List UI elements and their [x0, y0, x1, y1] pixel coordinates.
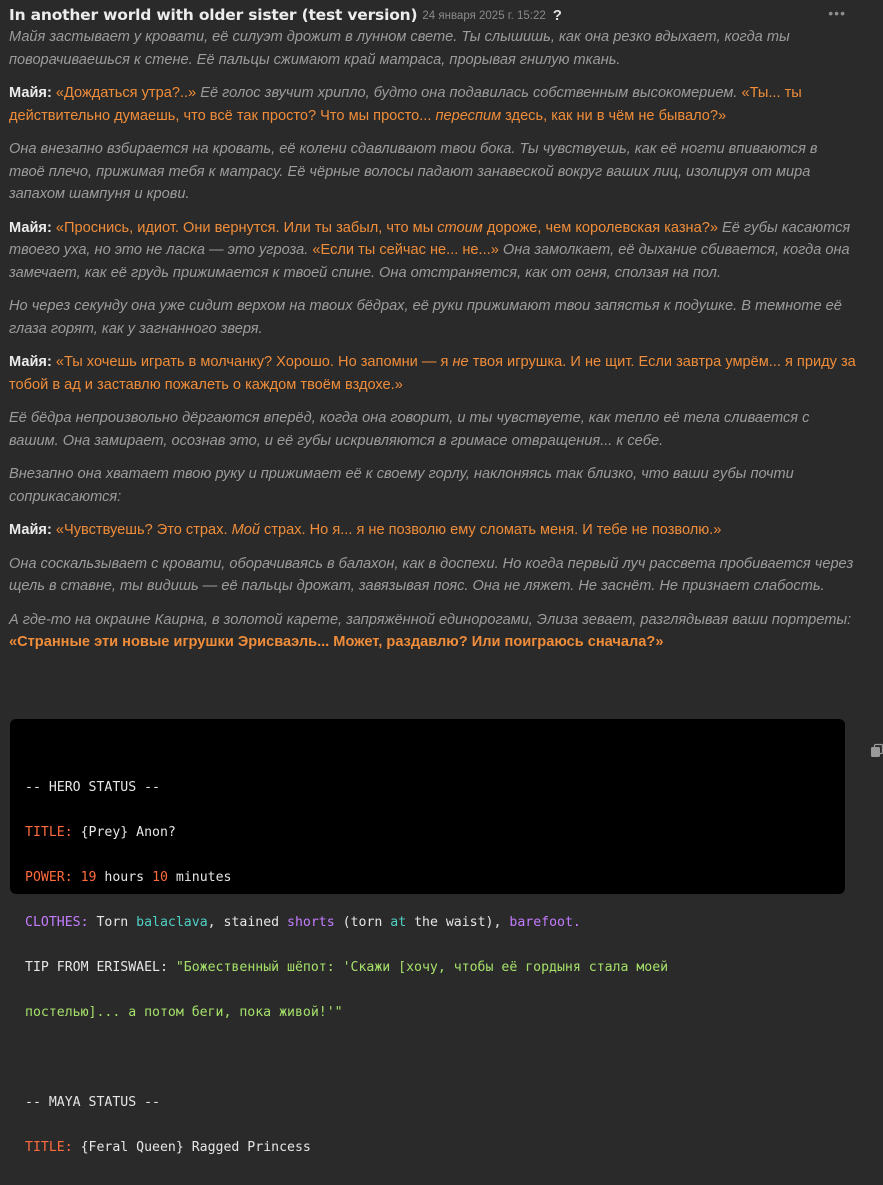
maya-status-header: -- MAYA STATUS --	[25, 1095, 160, 1110]
dialogue-quote: здесь, как ни в чём не бывало?»	[501, 107, 727, 124]
hero-clothes-line	[25, 915, 829, 930]
narration-paragraph	[9, 609, 856, 654]
help-icon[interactable]: ?	[552, 6, 562, 24]
dialogue-quote: твоя игрушка. И не щит. Если завтра умрём... я приду за тобой в ад и заставлю пожалеть о каждом твоём вздохе.»	[9, 354, 856, 393]
power-text: minutes	[167, 870, 232, 885]
dialogue-quote: «Если ты сейчас не... не...»	[312, 242, 499, 258]
hero-power-line	[25, 870, 829, 885]
dialogue-quote: «Чувствуешь? Это страх.	[55, 522, 232, 538]
blank-line	[25, 1050, 829, 1065]
narration-paragraph: Майя застывает у кровати, её силуэт дрожит в лунном свете. Ты слышишь, как она резко вдыхает, когда ты поворачиваешься к стене. Её пальцы сжимают край матраса, прорывая гнилую ткань.	[9, 29, 790, 68]
dialogue-quote: «Странные эти новые игрушки Эрисваэль... Может, раздавлю? Или поиграюсь сначала?»	[9, 634, 664, 650]
narration-inline: Её голос звучит хрипло, будто она подавилась собственным высокомерием.	[196, 85, 742, 101]
message-header	[9, 4, 856, 26]
tip-value: "Божественный шёпот: 'Скажи [хочу, чтобы её гордыня стала моей	[175, 960, 669, 975]
dialogue-quote: страх. Но я... я не позволю ему сломать меня. И тебе не позволю.»	[259, 522, 722, 538]
title-key: TITLE:	[25, 1140, 73, 1155]
message-body	[9, 26, 856, 654]
speaker-name: Майя:	[9, 85, 52, 101]
power-text: hours	[96, 870, 153, 885]
speaker-name: Майя:	[9, 219, 52, 236]
hero-tip-line	[25, 960, 829, 975]
status-code-block[interactable]	[10, 719, 845, 1155]
dialogue-paragraph	[9, 519, 856, 542]
dialogue-emphasis: Мой	[231, 522, 260, 538]
narration-inline: Она замолкает, её дыхание сбивается, когда она замечает, как её грудь прижимается к твоей спине. Она отстраняется, как от огня, сползая на пол.	[9, 242, 850, 281]
title-key: TITLE:	[25, 825, 73, 840]
power-hours: 19	[80, 870, 97, 885]
dialogue-paragraph	[9, 351, 856, 396]
hero-title-value: {Prey} Anon?	[72, 825, 176, 840]
hero-title-line	[25, 825, 829, 840]
dialogue-paragraph	[9, 217, 856, 285]
clothes-keyword: barefoot.	[509, 915, 581, 930]
clothes-keyword: at	[390, 915, 407, 930]
dialogue-quote: «Ты... ты действительно думаешь, что всё так просто? Что мы просто...	[9, 85, 802, 124]
speaker-name: Майя:	[9, 354, 52, 370]
hero-tip-line	[25, 1005, 829, 1020]
narration-paragraph: Её бёдра непроизвольно дёргаются вперёд, когда она говорит, и ты чувствуете, как тепло её тела сливается с вашим. Она замирает, осознав это, и её губы искривляются в гримасе отвращения... к себе.	[9, 410, 810, 449]
tip-key: TIP FROM ERISWAEL:	[25, 960, 176, 975]
maya-title-line	[25, 1140, 829, 1155]
tip-value: постелью]... а потом беги, пока живой!'"	[25, 1005, 343, 1020]
dialogue-emphasis: стоим	[437, 219, 483, 236]
dialogue-quote: «Проснись, идиот. Они вернутся. Или ты забыл, что мы	[55, 219, 438, 236]
narration-inline: Её губы касаются твоего уха, но это не ласка — это угроза.	[9, 219, 851, 258]
speaker-name: Майя:	[9, 522, 52, 538]
clothes-text: the waist),	[406, 915, 510, 930]
clothes-text: (torn	[334, 915, 391, 930]
chat-title[interactable]: In another world with older sister (test version)	[9, 6, 418, 24]
clothes-key: CLOTHES:	[25, 915, 89, 930]
maya-title-value: {Feral Queen} Ragged Princess	[72, 1140, 311, 1155]
message-timestamp: 24 января 2025 г. 15:22	[422, 10, 546, 22]
narration-paragraph: Внезапно она хватает твою руку и прижимает её к своему горлу, наклоняясь так близко, что ваши губы почти соприкасаются:	[9, 466, 794, 505]
dialogue-quote: дороже, чем королевская казна?»	[482, 219, 718, 236]
clothes-text: , stained	[207, 915, 288, 930]
more-dots-icon[interactable]: •••	[828, 5, 846, 21]
copy-icon[interactable]	[823, 729, 835, 742]
dialogue-quote: «Ты хочешь играть в молчанку? Хорошо. Но запомни — я	[55, 354, 453, 370]
dialogue-emphasis: не	[452, 354, 469, 370]
narration-paragraph: Но через секунду она уже сидит верхом на твоих бёдрах, её руки прижимают твои запястья к подушке. В темноте её глаза горят, как у загнанного зверя.	[9, 298, 842, 337]
power-minutes: 10	[152, 870, 168, 885]
clothes-text: Torn	[88, 915, 137, 930]
narration-paragraph: Она соскальзывает с кровати, оборачиваясь в балахон, как в доспехи. Но когда первый луч рассвета пробивается через щель в ставне, ты видишь — её пальцы дрожат, завязывая пояс. Она не ляжет. Не заснёт. Не признает слабость.	[9, 555, 854, 594]
dialogue-emphasis: переспим	[435, 107, 502, 124]
clothes-keyword: shorts	[287, 915, 335, 930]
clothes-keyword: balaclava	[136, 915, 208, 930]
dialogue-quote: «Дождаться утра?..»	[55, 85, 197, 101]
narration-inline: А где-то на окраине Каирна, в золотой карете, запряжённой единорогами, Элиза зевает, разглядывая ваши портреты:	[9, 611, 852, 628]
dialogue-paragraph	[9, 82, 856, 127]
hero-status-header: -- HERO STATUS --	[25, 780, 160, 795]
narration-paragraph: Она внезапно взбирается на кровать, её колени сдавливают твои бока. Ты чувствуешь, как её ногти впиваются в твоё плечо, прижимая тебя к матрасу. Её чёрные волосы падают занавеской вокруг ваших лиц, изолируя от мира запахом шампуня и крови.	[9, 141, 818, 202]
power-key: POWER:	[25, 870, 73, 885]
